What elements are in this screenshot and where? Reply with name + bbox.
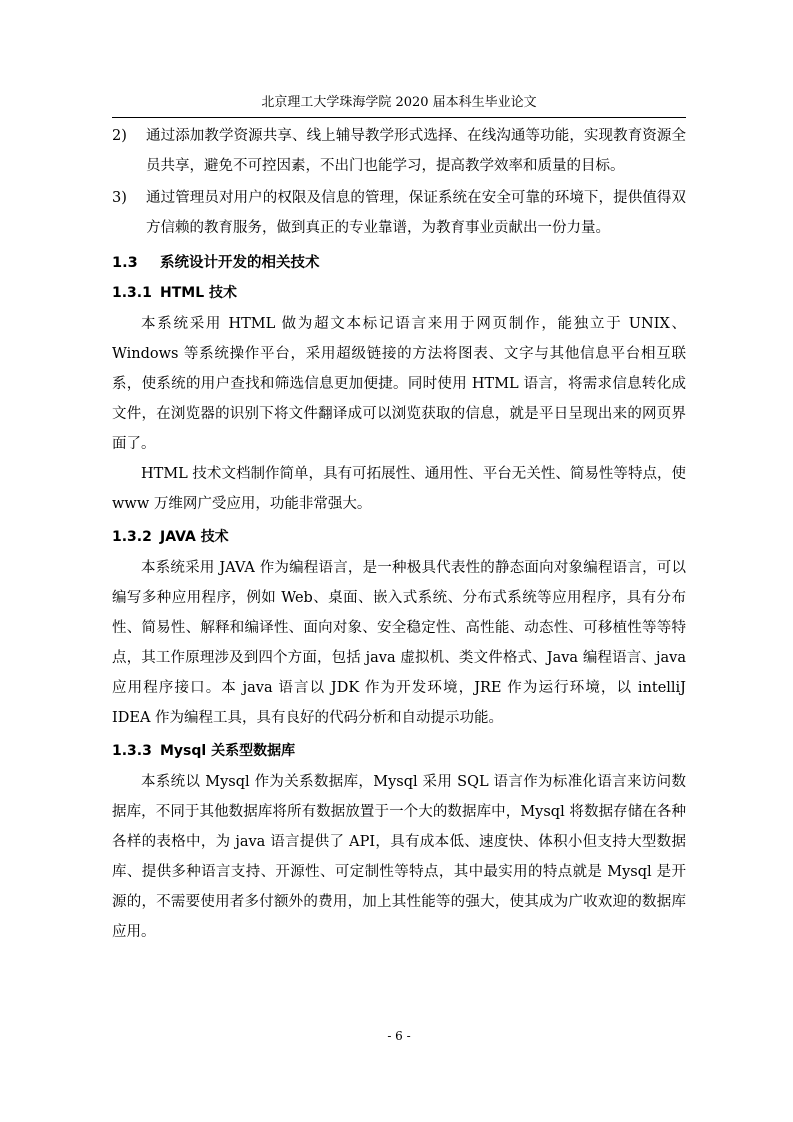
section-title: Mysql 关系型数据库 xyxy=(160,743,296,759)
section-heading-1-3-1 xyxy=(112,283,686,303)
list-item-text: 通过添加教学资源共享、线上辅导教学形式选择、在线沟通等功能，实现教育资源全员共享，避免不可控因素，不出门也能学习，提高教学效率和质量的目标。 xyxy=(146,128,686,174)
list-item-number: 3) xyxy=(112,190,127,206)
section-title: HTML 技术 xyxy=(160,285,237,301)
list-item xyxy=(112,121,686,181)
section-title: JAVA 技术 xyxy=(160,529,229,545)
section-heading-1-3 xyxy=(112,253,686,273)
page-header: 北京理工大学珠海学院 2020 届本科生毕业论文 xyxy=(261,95,537,110)
page-number: - 6 - xyxy=(387,1029,411,1043)
list-item xyxy=(112,183,686,243)
section-number: 1.3.1 xyxy=(112,285,152,301)
section-title: 系统设计开发的相关技术 xyxy=(160,255,320,271)
header-rule xyxy=(112,117,686,118)
section-heading-1-3-2 xyxy=(112,527,686,547)
section-number: 1.3.3 xyxy=(112,743,152,759)
list-item-number: 2) xyxy=(112,128,127,144)
section-number: 1.3 xyxy=(112,255,138,271)
paragraph: HTML 技术文档制作简单，具有可拓展性、通用性、平台无关性、简易性等特点，使 www 万维网广受应用，功能非常强大。 xyxy=(112,466,686,512)
page-content xyxy=(112,121,686,947)
paragraph: 本系统以 Mysql 作为关系数据库，Mysql 采用 SQL 语言作为标准化语言来访问数据库，不同于其他数据库将所有数据放置于一个大的数据库中，Mysql 将数据存储在各种各样的表格中，为 java 语言提供了 API，具有成本低、速度快、体积小但支持大型数据库、提供多种语言支持、开源性、可定制性等特点，其中最实用的特点就是 Mysql 是开源的，不需要使用者多付额外的费用，加上其性能等的强大，使其成为广收欢迎的数据库应用。 xyxy=(112,774,686,940)
list-item-text: 通过管理员对用户的权限及信息的管理，保证系统在安全可靠的环境下，提供值得双方信赖的教育服务，做到真正的专业靠谱，为教育事业贡献出一份力量。 xyxy=(146,190,686,236)
section-number: 1.3.2 xyxy=(112,529,152,545)
section-heading-1-3-3 xyxy=(112,741,686,761)
paragraph: 本系统采用 HTML 做为超文本标记语言来用于网页制作，能独立于 UNIX、Windows 等系统操作平台，采用超级链接的方法将图表、文字与其他信息平台相互联系，使系统的用户查找和筛选信息更加便捷。同时使用 HTML 语言，将需求信息转化成文件，在浏览器的识别下将文件翻译成可以浏览获取的信息，就是平日呈现出来的网页界面了。 xyxy=(112,316,686,452)
paragraph: 本系统采用 JAVA 作为编程语言，是一种极具代表性的静态面向对象编程语言，可以编写多种应用程序，例如 Web、桌面、嵌入式系统、分布式系统等应用程序，具有分布性、简易性、解释和编译性、面向对象、安全稳定性、高性能、动态性、可移植性等等特点，其工作原理涉及到四个方面，包括 java 虚拟机、类文件格式、Java 编程语言、java 应用程序接口。本 java 语言以 JDK 作为开发环境，JRE 作为运行环境，以 intelliJ IDEA 作为编程工具，具有良好的代码分析和自动提示功能。 xyxy=(112,560,686,726)
